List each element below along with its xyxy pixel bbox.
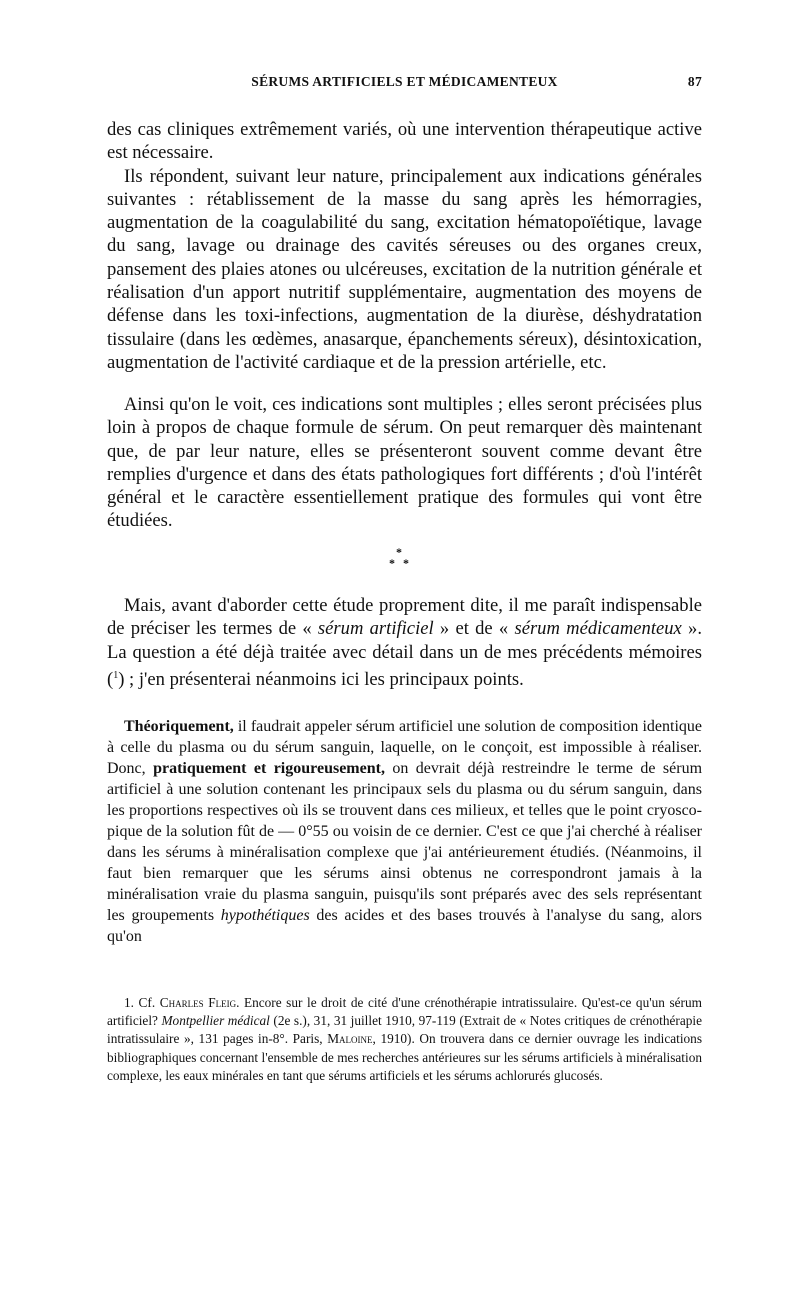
text-run: » et de « (433, 618, 515, 640)
text-run: Mais, avant d'aborder cette étude proprement dite, il me paraît indispensable de préciser les termes de « (107, 595, 702, 640)
section-theoriquement (107, 716, 702, 947)
text-run: Cf. (133, 995, 160, 1010)
text-run: ) ; j'en présenterai néanmoins ici les principaux points. (118, 669, 524, 691)
body-paragraphs (107, 118, 702, 374)
paragraph-theoriquement (107, 716, 702, 947)
term-serum-artificiel: sérum artificiel (317, 618, 434, 640)
star-glyph: * (396, 545, 402, 559)
star-glyph: * (389, 556, 395, 570)
asterism-separator (388, 545, 416, 571)
section-definitions (107, 594, 702, 691)
footnote-ref: 1 (113, 669, 119, 681)
footnote-text (107, 994, 702, 1085)
text-run: , 1910). On trouvera dans ce dernier ouvrage les indications bibliographiques concernant l'ensemble de mes recherches antérieures sur les sérums artificiels à minéralisation complexe, les eaux minérales en tant que sérums artificiels et les sérums achlorurés glucosés. (107, 1031, 702, 1083)
text-run: (2e s.), 31, 31 juillet 1910, 97-119 (Extrait de « Notes critiques de crénothérapie intratissulaire », 131 pages in-8°. Paris, (107, 1013, 702, 1047)
paragraph-multiples: Ainsi qu'on le voit, ces indications sont multiples ; elles seront précisées plus loin à propos de chaque formule de sérum. On peut remarquer dès maintenant que, de par leur nature, elles se présenteront souvent comme devant être remplies d'urgence et dans des états pathologiques fort différents ; d'où l'intérêt général et le caractère essentiellement pratique des formules qui vont être étudiées. (107, 394, 702, 532)
paragraph-termes (107, 594, 702, 691)
running-title: SÉRUMS ARTIFICIELS ET MÉDICAMENTEUX (251, 74, 558, 89)
page-number: 87 (687, 74, 702, 89)
term-serum-medicamenteux: sérum médicamenteux (514, 618, 682, 640)
running-header (107, 74, 702, 96)
publisher-name: Maloine (327, 1031, 373, 1047)
footnote (107, 994, 702, 1085)
star-glyph: * (403, 556, 409, 570)
paragraph-indications: Ils répondent, suivant leur nature, principalement aux indications générales suivantes : rétablissement de la masse du sang après les hémorragies, augmentation de la coagulabilité du sang, excitation hématopoïétique, lavage du sang, lavage ou drainage des cavités séreuses ou des organes creux, pansement des plaies atones ou ulcéreuses, excitation de la nutrition générale et réalisation d'un apport nutritif supplémentaire, augmentation des moyens de défense dans les toxi-infections, augmentation de la diurèse, déshydratation tissulaire (dans les œdèmes, anasarque, épanchements séreux), désintoxication, augmentation de l'activité cardiaque et de la pression artérielle, etc. (107, 165, 702, 373)
text-run: on devrait déjà restreindre le terme de sérum artificiel à une solution contenant les principaux sels du plasma ou du sérum sanguin, dans les proportions respectives où ils se trouvent dans ces milieux, et telles que le point cryoscopique de la solution fût de — 0°55 ou voisin de ce dernier. C'est ce que j'ai cherché à réaliser dans les sérums à minéralisation complexe que j'ai antérieurement étudiés. (Néanmoins, il faut bien remarquer que les sérums ainsi obtenus ne correspondront jamais à la minéralisation vraie du plasma sanguin, puisqu'ils sont préparés avec des sels représentant les groupements (107, 760, 703, 924)
journal-title: Montpellier médical (161, 1013, 270, 1029)
text-run: . Encore sur le droit de cité d'une crénothérapie intratissulaire. Qu'est-ce qu'un sérum artificiel? (107, 995, 702, 1029)
text-run: des acides et des bases trouvés à l'analyse du sang, alors qu'on (107, 907, 702, 945)
text-run: il faudrait appeler sérum artificiel une solution de composition identique à celle du plasma ou du sérum sanguin, laquelle, on le conçoit, est impossible à réaliser. Donc, (107, 718, 702, 777)
body-paragraph-2 (107, 393, 702, 533)
emphasis-term: pratiquement et rigoureusement, (153, 760, 385, 777)
italic-term: hypothétiques (220, 907, 310, 924)
paragraph-continued: des cas cliniques extrêmement variés, où une intervention thérapeutique active est nécessaire. (107, 119, 702, 164)
author-name: Charles Fleig (159, 995, 237, 1010)
footnote-number: 1. (124, 995, 134, 1010)
text-run: ». La question a été déjà traitée avec détail dans un de mes précédents mémoires ( (107, 618, 702, 691)
lead-term: Théoriquement, (124, 718, 234, 735)
